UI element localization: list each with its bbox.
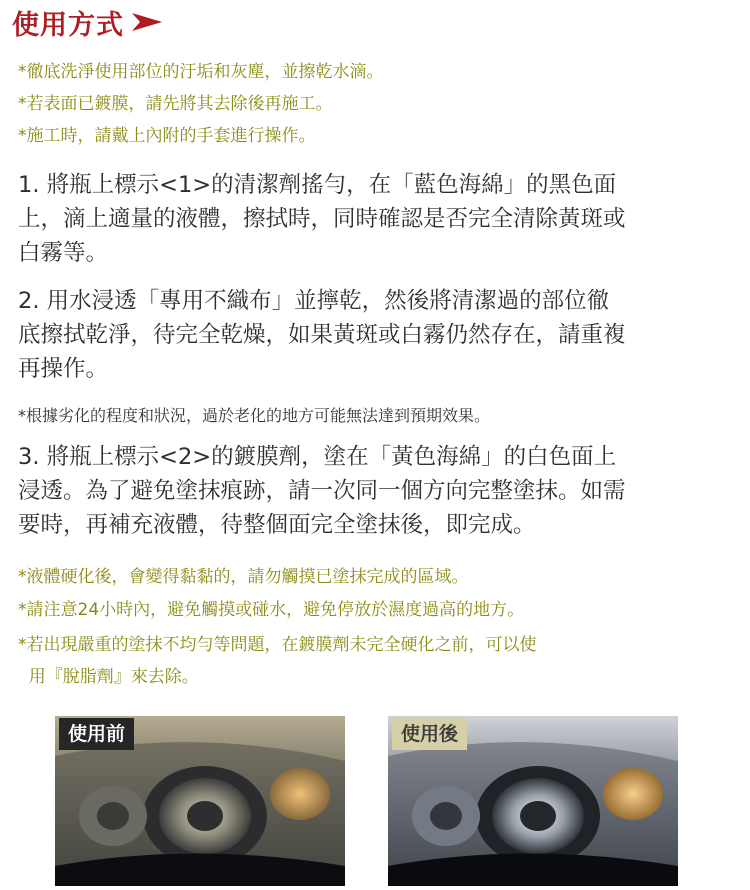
step-2-line: 2. 用水浸透「專用不織布」並擰乾，然後將清潔過的部位徹 — [18, 288, 610, 314]
tip-coating: *若表面已鍍膜，請先將其去除後再施工。 — [18, 94, 333, 114]
step-3-line: 3. 將瓶上標示<2>的鍍膜劑，塗在「黃色海綿」的白色面上 — [18, 444, 617, 470]
step-1 — [18, 168, 734, 270]
step-3-line: 要時，再補充液體，待整個面完全塗抹後，即完成。 — [18, 512, 536, 538]
step-2-line: 再操作。 — [18, 356, 109, 382]
section-title: 使用方式 — [12, 9, 124, 41]
section-heading — [12, 4, 164, 40]
warning-uneven: *若出現嚴重的塗抹不均勻等問題，在鍍膜劑未完全硬化之前，可以使 — [18, 635, 537, 655]
tip-clean: *徹底洗淨使用部位的汙垢和灰塵，並擦乾水滴。 — [18, 62, 384, 82]
step-3-line: 浸透。為了避免塗抹痕跡，請一次同一個方向完整塗抹。如需 — [18, 478, 626, 504]
warning-24h: *請注意24小時內，避免觸摸或碰水，避免停放於濕度過高的地方。 — [18, 600, 525, 620]
arrow-right-icon — [130, 11, 164, 33]
tip-gloves: *施工時，請戴上內附的手套進行操作。 — [18, 126, 316, 146]
step-1-line: 1. 將瓶上標示<1>的清潔劑搖勻，在「藍色海綿」的黑色面 — [18, 172, 617, 198]
before-photo — [55, 716, 345, 886]
warning-uneven-cont: 用『脫脂劑』來去除。 — [18, 667, 199, 687]
step-2 — [18, 284, 734, 386]
step-3 — [18, 440, 734, 542]
step-1-line: 上，滴上適量的液體，擦拭時，同時確認是否完全清除黃斑或 — [18, 206, 626, 232]
note-degradation: *根據劣化的程度和狀況，過於老化的地方可能無法達到預期效果。 — [18, 406, 491, 425]
warning-sticky: *液體硬化後，會變得黏黏的，請勿觸摸已塗抹完成的區域。 — [18, 567, 469, 587]
after-label: 使用後 — [392, 718, 467, 750]
before-label: 使用前 — [59, 718, 134, 750]
step-1-line: 白霧等。 — [18, 240, 109, 266]
after-photo — [388, 716, 678, 886]
step-2-line: 底擦拭乾淨，待完全乾燥，如果黃斑或白霧仍然存在，請重複 — [18, 322, 626, 348]
